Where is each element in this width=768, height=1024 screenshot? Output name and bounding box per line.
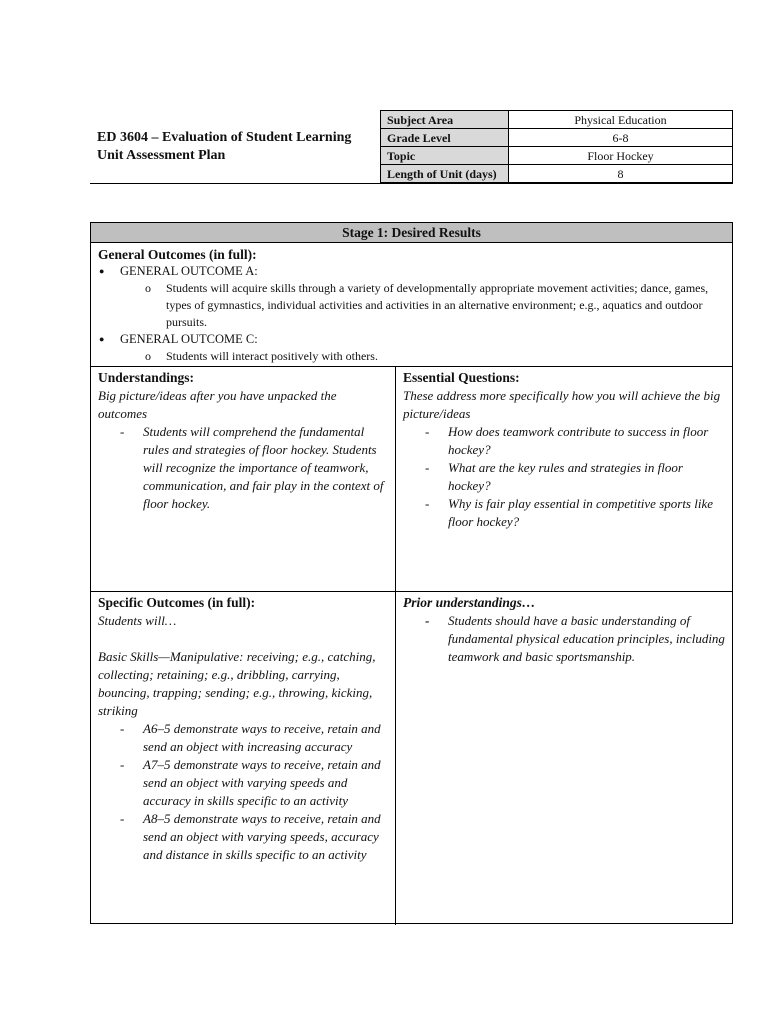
info-value: Floor Hockey <box>509 147 733 165</box>
basic-skills-text: Basic Skills—Manipulative: receiving; e.g., catching, collecting; retaining; e.g., dribbling, carrying, bouncing, trapping; sending; e.g., throwing, kicking, striking <box>98 649 376 718</box>
info-label: Grade Level <box>381 129 509 147</box>
specific-outcomes-cell <box>91 592 396 925</box>
prior-understandings-heading: Prior understandings… <box>403 595 536 610</box>
general-outcomes-heading: General Outcomes (in full): <box>98 247 257 262</box>
essential-questions-intro: These address more specifically how you will achieve the big picture/ideas <box>403 388 721 421</box>
stage1-table <box>90 222 733 924</box>
general-outcome-a-text: o Students will acquire skills through a variety of developmentally appropriate movement activities; dance, games, types of gymnastics, individual activities and activities in an alternative environment; e.g., aquatics and outdoor pursuits. <box>98 280 725 331</box>
specific-outcomes-row <box>91 592 732 925</box>
general-outcome-c-label: ● GENERAL OUTCOME C: <box>98 331 725 348</box>
info-row-grade <box>381 129 733 147</box>
unit-info-table <box>380 110 733 183</box>
plan-title-line: Unit Assessment Plan <box>97 148 226 163</box>
understandings-intro: Big picture/ideas after you have unpacked the outcomes <box>98 388 337 421</box>
essential-question-item: - Why is fair play essential in competitive sports like floor hockey? <box>403 495 725 531</box>
spacer <box>98 630 388 648</box>
essential-questions-cell <box>396 367 732 591</box>
info-label: Topic <box>381 147 509 165</box>
prior-understandings-cell <box>396 592 732 925</box>
document-title <box>97 129 382 165</box>
info-row-topic <box>381 147 733 165</box>
essential-questions-heading: Essential Questions: <box>403 370 520 385</box>
prior-understanding-item: - Students should have a basic understanding of fundamental physical education principles, including teamwork and basic sportsmanship. <box>403 612 725 666</box>
understandings-row <box>91 367 732 592</box>
stage1-title: Stage 1: Desired Results <box>91 223 732 243</box>
understandings-heading: Understandings: <box>98 370 195 385</box>
understanding-item: - Students will comprehend the fundamental rules and strategies of floor hockey. Students will recognize the importance of teamwork, communication, and fair play in the context of floor hockey. <box>98 423 388 513</box>
specific-outcome-item: - A7–5 demonstrate ways to receive, retain and send an object with varying speeds and accuracy in skills specific to an activity <box>98 756 388 810</box>
info-row-length <box>381 165 733 183</box>
specific-outcome-item: - A8–5 demonstrate ways to receive, retain and send an object with varying speeds, accuracy and distance in skills specific to an activity <box>98 810 388 864</box>
general-outcome-a-label: ● GENERAL OUTCOME A: <box>98 263 725 280</box>
general-outcome-c-text: o Students will interact positively with others. <box>98 348 725 365</box>
header-divider <box>90 183 733 184</box>
info-value: 8 <box>509 165 733 183</box>
essential-question-item: - What are the key rules and strategies in floor hockey? <box>403 459 725 495</box>
specific-outcomes-heading: Specific Outcomes (in full): <box>98 595 256 610</box>
essential-question-item: - How does teamwork contribute to success in floor hockey? <box>403 423 725 459</box>
course-title-line: ED 3604 – Evaluation of Student Learning <box>97 130 352 145</box>
info-row-subject <box>381 111 733 129</box>
info-label: Length of Unit (days) <box>381 165 509 183</box>
specific-outcomes-intro: Students will… <box>98 613 177 628</box>
understandings-cell <box>91 367 396 591</box>
info-value: Physical Education <box>509 111 733 129</box>
general-outcomes-section <box>91 243 732 367</box>
info-value: 6-8 <box>509 129 733 147</box>
specific-outcome-item: - A6–5 demonstrate ways to receive, retain and send an object with increasing accuracy <box>98 720 388 756</box>
info-label: Subject Area <box>381 111 509 129</box>
